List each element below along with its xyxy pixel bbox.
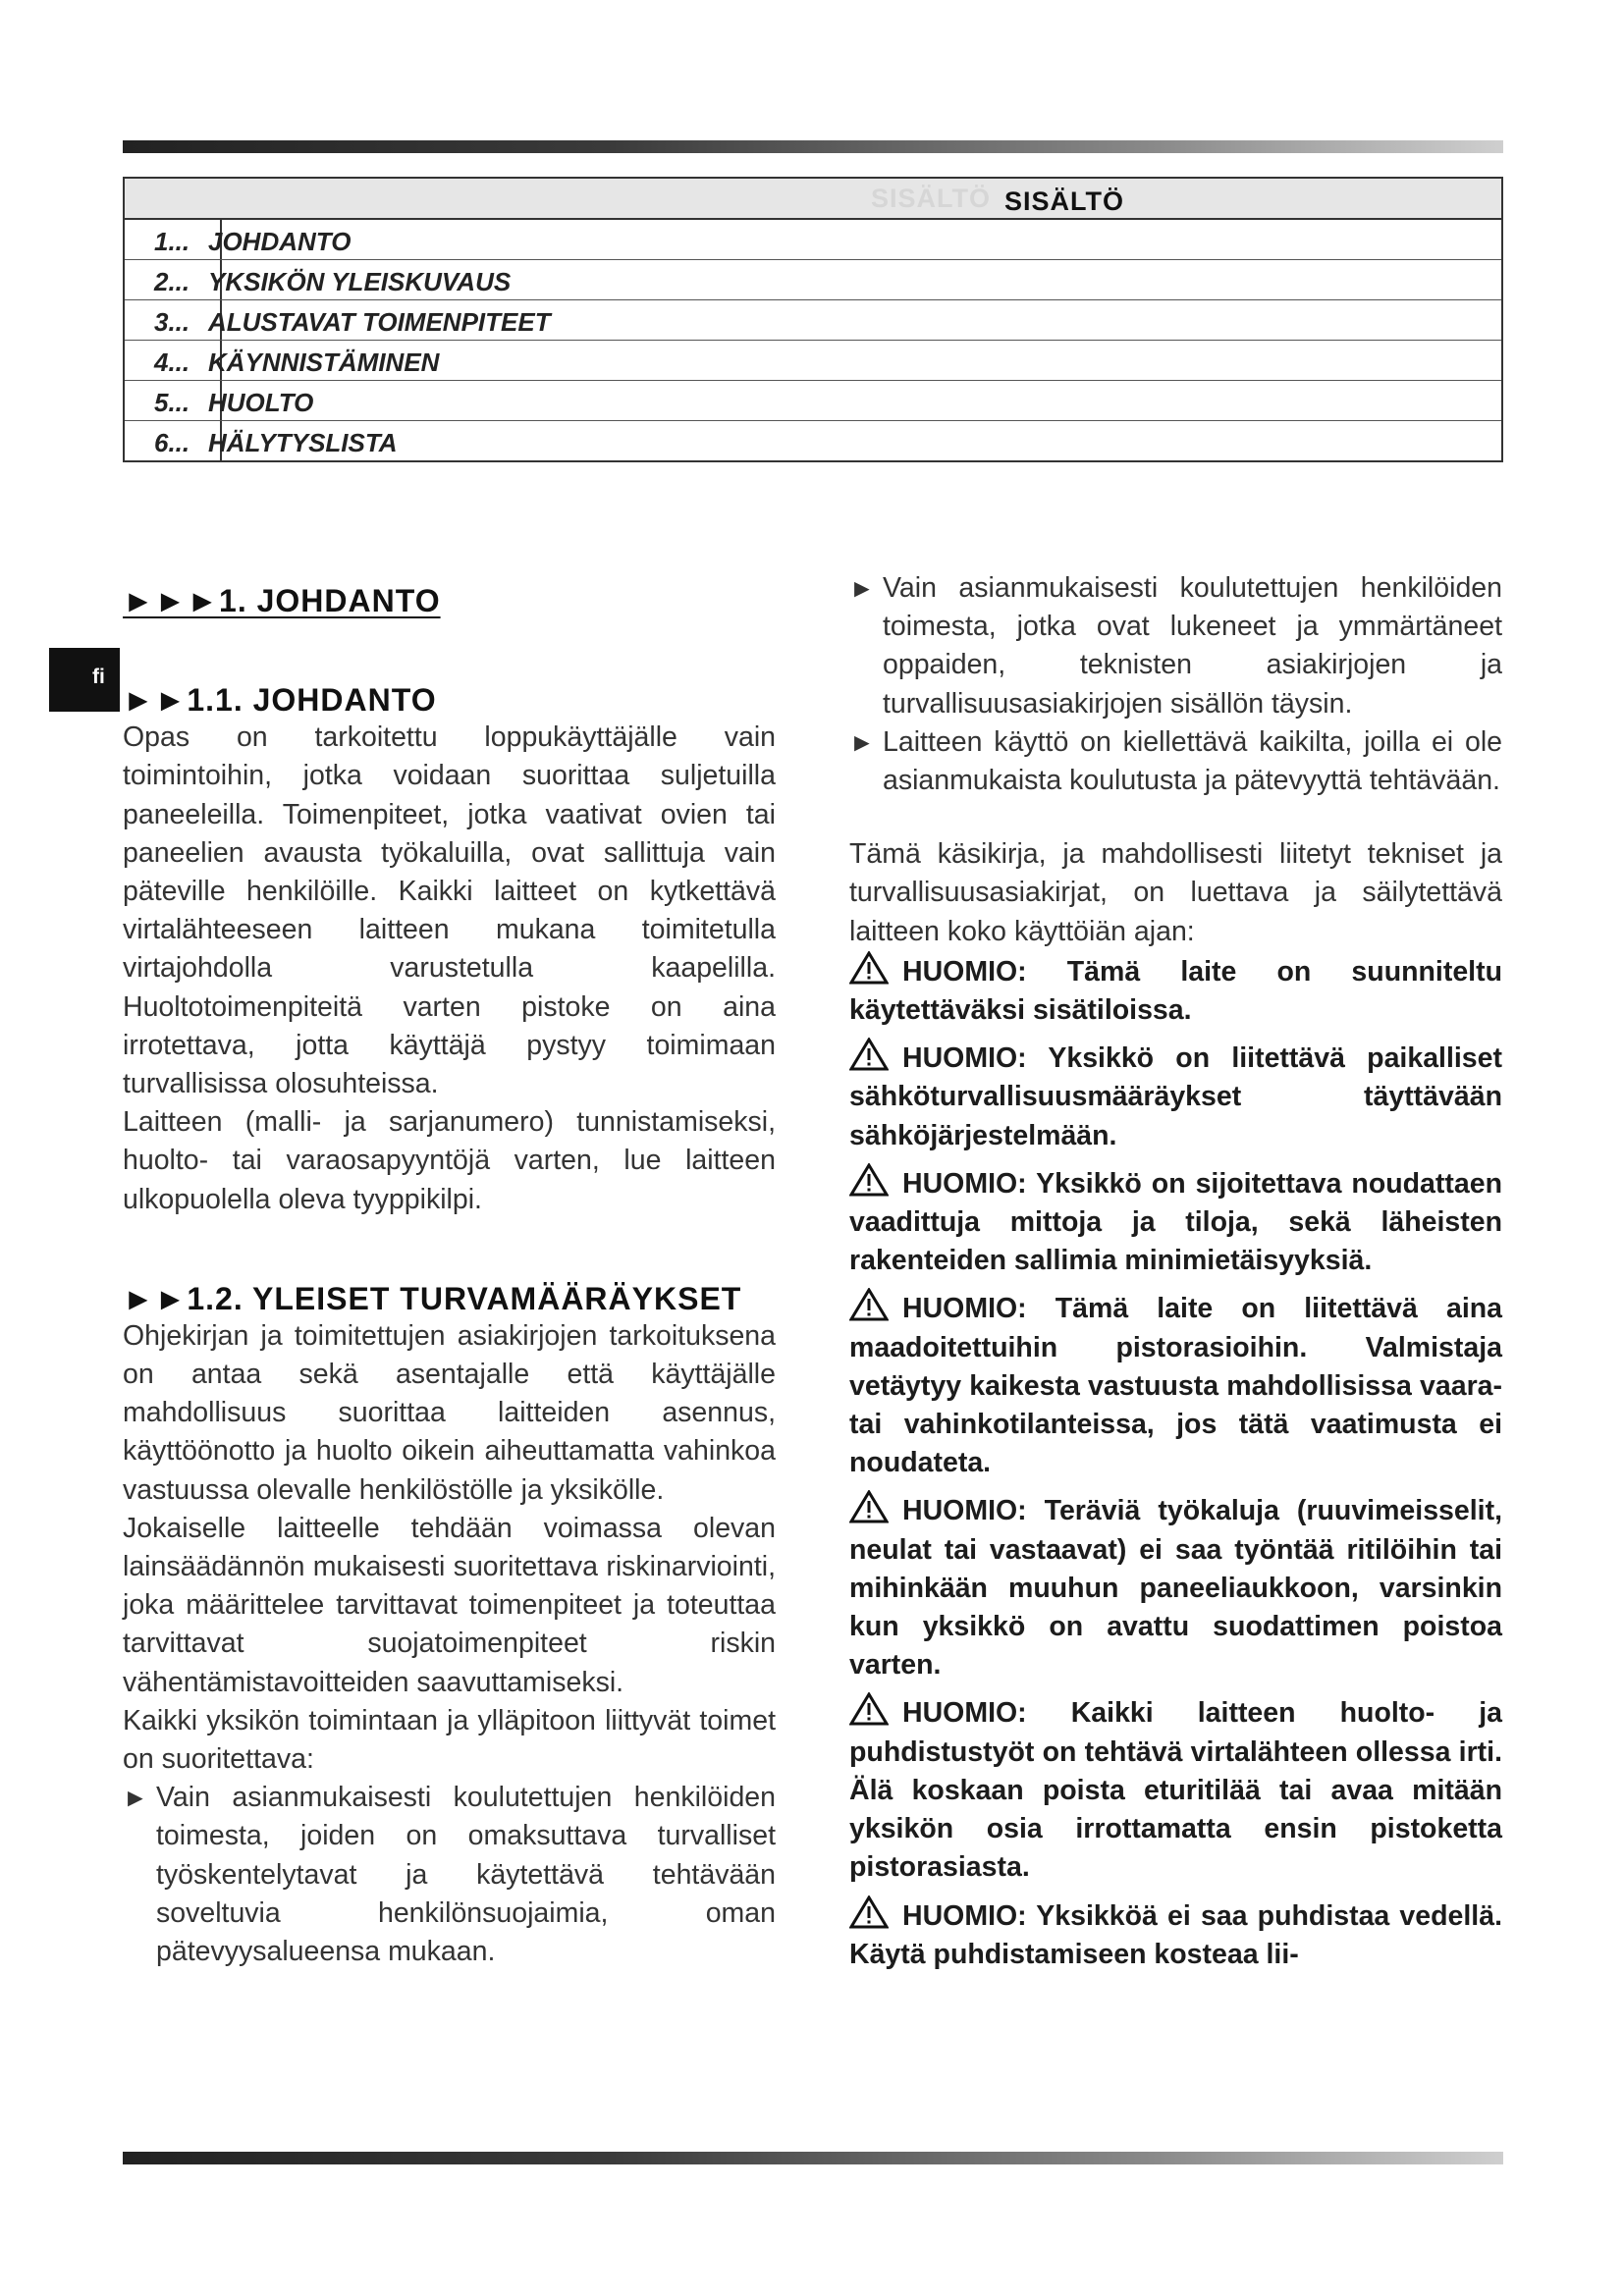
warning-icon xyxy=(849,1288,889,1321)
bullet-triangle-icon: ► xyxy=(123,1783,148,1813)
paragraph: Kaikki yksikön toimintaan ja ylläpitoon liittyvät toimet on suoritettava: xyxy=(123,1704,776,1776)
bullet-text: Laitteen käyttö on kiellettävä kaikilta, joilla ei ole asianmukaista koulutusta ja pätevyyttä tehtävään. xyxy=(883,725,1502,797)
toc-item[interactable] xyxy=(125,220,1501,260)
bullet-text: Vain asianmukaisesti koulutettujen henkilöiden toimesta, joiden on omaksuttava turvalliset työskentelytavat ja käytettävä tehtävään soveltuvia henkilönsuojaimia, oman pätevyysalueensa mukaan. xyxy=(156,1782,776,1968)
toc-item-label: HÄLYTYSLISTA xyxy=(208,428,398,457)
toc-item-number: 5... xyxy=(154,388,190,417)
toc-item-number: 3... xyxy=(154,307,190,337)
toc-item-number: 6... xyxy=(154,428,190,457)
warning-text: HUOMIO: Yksikkö on liitettävä paikalliset sähköturvallisuusmääräykset täyttävään sähköjärjestelmään. xyxy=(849,1042,1502,1151)
section-heading-1-2: ►►1.2. YLEISET TURVAMÄÄRÄYKSET xyxy=(123,1280,742,1316)
bullet-item xyxy=(123,1779,776,1971)
warning-text: HUOMIO: Kaikki laitteen huolto- ja puhdistustyöt on tehtävä virtalähteen ollessa irti. Älä koskaan poista eturitilää tai avaa mitään yksikön osia irrottamatta ensin pistoketta pistorasiasta. xyxy=(849,1697,1502,1884)
warning-icon xyxy=(849,1490,889,1523)
warning-text: HUOMIO: Tämä laite on suunniteltu käytettäväksi sisätiloissa. xyxy=(849,955,1502,1027)
warning-icon xyxy=(849,1692,889,1726)
section-heading-1-1: ►►1.1. JOHDANTO xyxy=(123,682,437,719)
bottom-rule xyxy=(123,2152,1503,2164)
warning-item xyxy=(849,1896,1502,1974)
toc-item-number: 2... xyxy=(154,267,190,296)
toc-item-label: ALUSTAVAT TOIMENPITEET xyxy=(208,307,551,337)
toc-item[interactable] xyxy=(125,300,1501,341)
warning-item xyxy=(849,1038,1502,1155)
warning-text: HUOMIO: Yksikköä ei saa puhdistaa vedellä. Käytä puhdistamiseen kosteaa lii- xyxy=(849,1899,1502,1970)
warning-text: HUOMIO: Teräviä työkaluja (ruuvimeisselit, neulat tai vastaavat) ei saa työntää ritilöihin tai mihinkään muuhun paneeliaukkoon, varsinkin kun yksikkö on avattu suodattimen poistoa varten. xyxy=(849,1495,1502,1682)
warning-item xyxy=(849,1163,1502,1281)
toc-item-label: JOHDANTO xyxy=(208,227,352,256)
left-column xyxy=(123,569,776,1971)
bullet-triangle-icon: ► xyxy=(849,573,875,603)
toc-item[interactable] xyxy=(125,341,1501,381)
toc-title: SISÄLTÖ xyxy=(1004,187,1125,216)
warning-item xyxy=(849,1490,1502,1684)
right-column xyxy=(849,569,1502,1982)
toc-item[interactable] xyxy=(125,381,1501,421)
warning-text: HUOMIO: Tämä laite on liitettävä aina maadoitettuihin pistorasioihin. Valmistaja vetäytyy kaikesta vastuusta mahdollisissa vaara- tai vahinkotilanteissa, jos tätä vaatimusta ei noudateta. xyxy=(849,1293,1502,1479)
bullet-triangle-icon: ► xyxy=(849,726,875,757)
top-rule xyxy=(123,140,1503,153)
table-of-contents xyxy=(123,177,1503,462)
warning-icon xyxy=(849,1163,889,1197)
warning-icon xyxy=(849,1038,889,1071)
toc-title-ghost: SISÄLTÖ xyxy=(871,184,992,213)
paragraph: Opas on tarkoitettu loppukäyttäjälle vain toimintoihin, jotka voidaan suorittaa suljetuilla paneeleilla. Toimenpiteet, jotka vaativat ovien tai paneelien avausta työkaluilla, ovat sallittuja vain päteville henkilöille. Kaikki laitteet on kytkettävä virtalähteeseen laitteen mukana toimitetulla virtajohdolla varustetulla kaapelilla. Huoltotoimenpiteitä varten pistoke on aina irrotettava, jotta käyttäjä pystyy toimimaan turvallisissa olosuhteissa. xyxy=(123,721,776,1100)
paragraph: Jokaiselle laitteelle tehdään voimassa olevan lainsäädännön mukaisesti suoritettava riskinarviointi, joka määrittelee tarvittavat toimenpiteet ja toteuttaa tarvittavat suojatoimenpiteet riskin vähentämistavoitteiden saavuttamiseksi. xyxy=(123,1512,776,1698)
toc-item-label: KÄYNNISTÄMINEN xyxy=(208,347,440,377)
warning-icon xyxy=(849,1896,889,1929)
language-tab xyxy=(49,648,120,712)
chapter-heading: ►►►1. JOHDANTO xyxy=(123,583,441,618)
warning-item xyxy=(849,1288,1502,1482)
toc-header xyxy=(125,179,1501,220)
bullet-text: Vain asianmukaisesti koulutettujen henkilöiden toimesta, jotka ovat lukeneet ja ymmärtäneet oppaiden, teknisten asiakirjojen ja turvallisuusasiakirjojen sisällön täysin. xyxy=(883,572,1502,720)
toc-item-label: YKSIKÖN YLEISKUVAUS xyxy=(208,267,512,296)
toc-item-number: 4... xyxy=(154,347,190,377)
toc-item[interactable] xyxy=(125,260,1501,300)
warning-text: HUOMIO: Yksikkö on sijoitettava noudattaen vaadittuja mittoja ja tiloja, sekä läheisten rakenteiden sallimia minimietäisyyksiä. xyxy=(849,1167,1502,1277)
toc-item-number: 1... xyxy=(154,227,190,256)
warning-icon xyxy=(849,951,889,985)
toc-item-label: HUOLTO xyxy=(208,388,314,417)
warning-item xyxy=(849,1692,1502,1887)
bullet-item xyxy=(849,723,1502,800)
paragraph: Tämä käsikirja, ja mahdollisesti liitetyt tekniset ja turvallisuusasiakirjat, on luettava ja säilytettävä laitteen koko käyttöiän ajan: xyxy=(849,838,1502,947)
bullet-item xyxy=(849,569,1502,723)
language-code: fi xyxy=(92,666,105,688)
paragraph: Ohjekirjan ja toimitettujen asiakirjojen tarkoituksena on antaa sekä asentajalle että käyttäjälle mahdollisuus suorittaa laitteiden asennus, käyttöönotto ja huolto oikein aiheuttamatta vahinkoa vastuussa olevalle henkilöstölle ja yksikölle. xyxy=(123,1319,776,1506)
paragraph: Laitteen (malli- ja sarjanumero) tunnistamiseksi, huolto- tai varaosapyyntöjä varten, lue laitteen ulkopuolella oleva tyyppikilpi. xyxy=(123,1106,776,1215)
toc-item[interactable] xyxy=(125,421,1501,460)
warning-item xyxy=(849,951,1502,1030)
